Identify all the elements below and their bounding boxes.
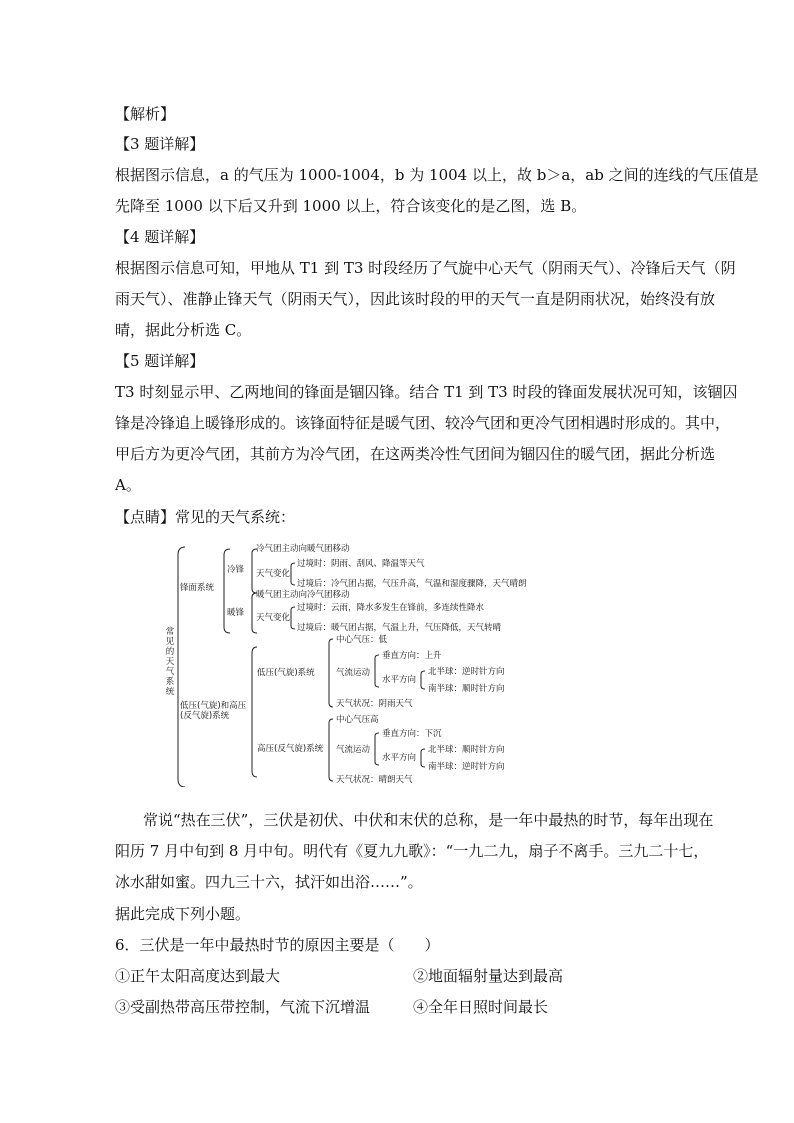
warm-front-label: 暖锋 [227,608,245,618]
high-north-text: 北半球：顺时针方向 [428,745,505,755]
low-weather-text: 天气状况：阴雨天气 [336,699,413,709]
high-airflow-label: 气流运动 [336,745,371,755]
low-center-text: 中心气压：低 [336,635,388,645]
low-pressure-label: 低压(气旋)系统 [257,668,315,678]
q4-text-line: 根据图示信息可知，甲地从 T1 到 T3 时段经历了气旋中心天气（阴雨天气）、冷锋后天气（阴 [115,259,736,277]
high-center-text: 中心气压高 [336,715,379,725]
passage-line: 常说“热在三伏”，三伏是初伏、中伏和末伏的总称，是一年中最热的时节，每年出现在 [143,811,714,829]
cold-after-text: 过境后：冷气团占据，气压升高，气温和湿度骤降，天气晴朗 [297,579,527,589]
q4-heading: 【4 题详解】 [115,228,205,246]
q3-text-line: 根据图示信息，a 的气压为 1000-1004，b 为 1004 以上，故 b＞a，ab 之间的连线的气压值是 [115,166,759,184]
q5-text-line: A。 [115,476,141,494]
low-airflow-label: 气流运动 [336,668,371,678]
high-weather-text: 天气状况：晴朗天气 [336,775,413,785]
q5-text-line: 甲后方为更冷气团，其前方为冷气团，在这两类冷性气团间为锢囚住的暖气团，据此分析选 [115,445,716,463]
q4-text-line: 雨天气）、准静止锋天气（阴雨天气），因此该时段的甲的天气一直是阴雨状况，始终没有放 [115,290,716,308]
pressure-system-label: 低压(气旋)和高压(反气旋)系统 [180,701,247,721]
warm-after-text: 过境后：暖气团占据，气温上升，气压降低，天气转晴 [297,623,502,633]
high-vertical-text: 垂直方向：下沉 [382,729,442,739]
cold-weather-label: 天气变化 [256,569,291,579]
q4-text-line: 晴，据此分析选 C。 [115,321,252,339]
cold-before-text: 过境时：阴雨、刮风、降温等天气 [297,559,425,569]
instruction-line: 据此完成下列小题。 [115,905,251,923]
q3-heading: 【3 题详解】 [115,135,205,153]
q5-text-line: T3 时刻显示甲、乙两地间的锋面是锢囚锋。结合 T1 到 T3 时段的锋面发展状况可知，该锢囚 [115,383,738,401]
cold-front-label: 冷锋 [227,565,245,575]
q3-text-line: 先降至 1000 以下后又升到 1000 以上，符合该变化的是乙图，选 B。 [115,197,587,215]
low-south-text: 南半球：顺时针方向 [428,684,505,694]
low-vertical-text: 垂直方向：上升 [382,651,442,661]
warm-before-text: 过境时：云雨，降水多发生在锋前，多连续性降水 [297,603,485,613]
high-south-text: 南半球：逆时针方向 [428,762,505,772]
key-point-heading: 【点睛】常见的天气系统： [115,508,296,526]
option-3: ③受副热带高压带控制，气流下沉增温 [115,998,371,1016]
option-1: ①正午太阳高度达到最大 [115,967,281,985]
q5-heading: 【5 题详解】 [115,352,205,370]
question-6: 6．三伏是一年中最热时节的原因主要是（ ） [115,936,440,954]
warm-move-text: 暖气团主动向冷气团移动 [256,590,350,600]
passage-line: 阳历 7 月中旬到 8 月中旬。明代有《夏九九歌》：“一九二九，扇子不离手。三九二十七， [115,842,709,860]
high-horizontal-label: 水平方向 [382,753,417,763]
passage-line: 冰水甜如蜜。四九三十六，拭汗如出浴……”。 [115,873,423,891]
low-north-text: 北半球：逆时针方向 [428,667,505,677]
warm-weather-label: 天气变化 [256,613,291,623]
analysis-heading: 【解析】 [115,105,176,123]
front-system-label: 锋面系统 [180,583,215,593]
root-label: 常见的天气系统 [165,627,175,697]
cold-move-text: 冷气团主动向暖气团移动 [256,544,350,554]
high-pressure-label: 高压(反气旋)系统 [257,744,324,754]
option-4: ④全年日照时间最长 [413,998,549,1016]
low-horizontal-label: 水平方向 [382,675,417,685]
weather-system-diagram [160,537,560,787]
option-2: ②地面辐射量达到最高 [413,967,564,985]
q5-text-line: 锋是冷锋追上暖锋形成的。该锋面特征是暖气团、较冷气团和更冷气团相遇时形成的。其中， [115,414,731,432]
